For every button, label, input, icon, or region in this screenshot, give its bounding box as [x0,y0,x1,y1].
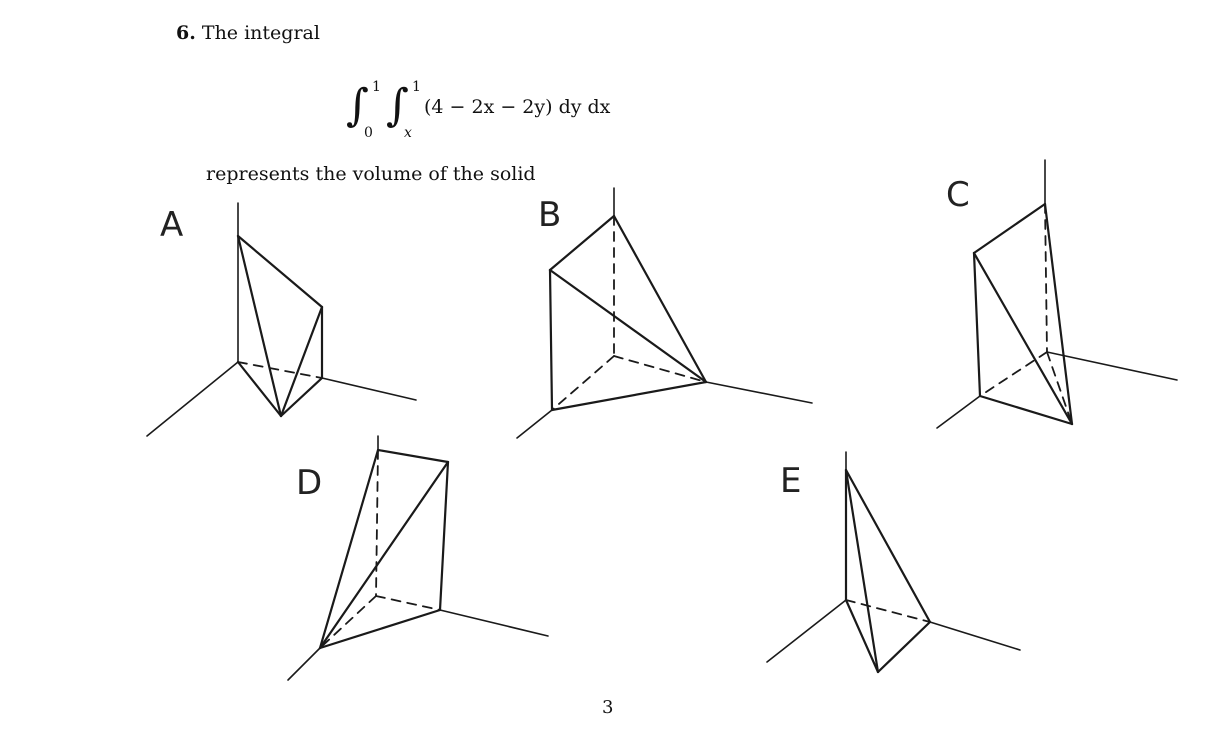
integrand: (4 − 2x − 2y) dy dx [424,96,611,118]
figure-a-hidden-edge [238,362,322,378]
figure-c-label: C [946,175,970,215]
figure-e-hidden-edge [846,600,930,622]
figure-b-x-axis [517,410,552,438]
figure-c-edge [1045,204,1072,424]
caption: represents the volume of the solid [206,163,536,185]
figure-e-x-axis [767,600,846,662]
figure-a-edge [281,307,322,416]
figure-d-edge [320,450,378,648]
figure-a-y-axis [322,378,416,400]
figure-b-label: B [538,195,562,235]
figure-d-x-axis [288,648,320,680]
figure-a-edge [238,236,322,307]
figure-a-label: A [160,205,184,245]
page-number: 3 [602,697,614,718]
figure-d-y-axis [440,610,548,636]
question-number: 6. [176,22,196,44]
figure-c-x-axis [937,396,980,428]
figure-c [937,160,1177,428]
inner-upper-limit: 1 [412,79,421,95]
figure-d-edge [378,450,448,462]
figure-b [517,188,812,438]
figure-b-edge [550,270,706,382]
figure-a [147,203,416,436]
figure-b-y-axis [706,382,812,403]
inner-integral-sign: ∫ [386,80,409,131]
figure-a-x-axis [147,362,238,436]
figure-d-edge [440,462,448,610]
outer-lower-limit: 0 [364,125,373,141]
figure-d-label: D [296,463,323,503]
figure-b-edge [614,216,706,382]
figure-d-edge [320,610,440,648]
figure-b-edge [550,270,552,410]
figure-b-hidden-edge [614,356,706,382]
figure-c-edge [974,253,980,396]
figure-e [767,452,1020,672]
figure-e-edge [878,622,930,672]
figure-d-hidden-edge [376,596,440,610]
figure-b-hidden-edge [552,356,614,410]
figure-d-hidden-edge [376,450,378,596]
figure-c-hidden-edge [980,352,1047,396]
outer-upper-limit: 1 [372,79,381,95]
inner-lower-limit: x [404,125,412,141]
question-text: The integral [201,22,320,44]
figure-d [288,436,548,680]
figure-d-edge [320,462,448,648]
figure-c-edge [974,204,1045,253]
figure-e-label: E [780,461,802,501]
outer-integral-sign: ∫ [346,80,369,131]
figure-e-y-axis [930,622,1020,650]
figure-b-edge [552,382,706,410]
